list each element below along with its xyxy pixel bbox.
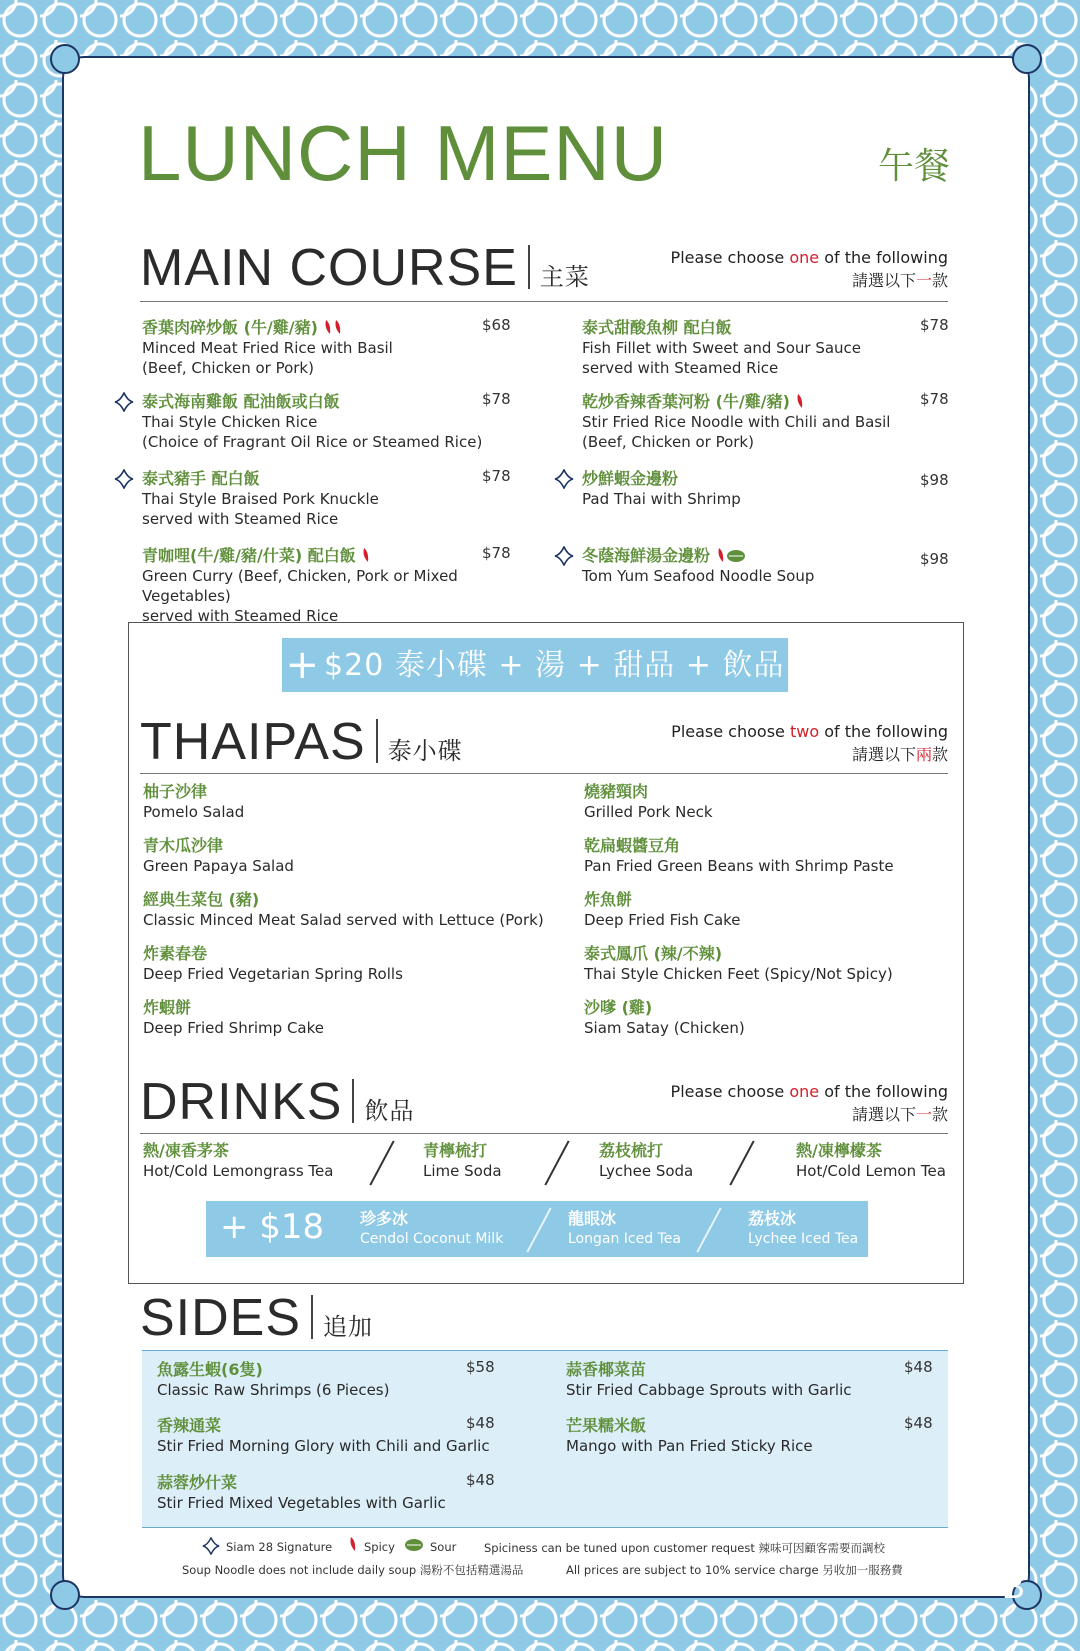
chili-icon bbox=[323, 318, 333, 336]
legend-spicy: Spicy bbox=[364, 1540, 395, 1554]
card-corner bbox=[50, 44, 80, 74]
side-item: 蒜蓉炒什菜 Stir Fried Mixed Vegetables with Garlic bbox=[157, 1473, 446, 1512]
thaipas-item: 泰式鳳爪 (辣/不辣) Thai Style Chicken Feet (Spicy/Not Spicy) bbox=[584, 944, 893, 983]
main-course-instruction: Please choose one of the following 請選以下一款 bbox=[670, 248, 948, 290]
separator bbox=[696, 1208, 721, 1253]
thaipas-heading: THAIPAS 泰小碟 bbox=[140, 713, 463, 771]
drinks-instruction: Please choose one of the following 請選以下一款 bbox=[670, 1082, 948, 1124]
card-corner bbox=[1012, 44, 1042, 74]
signature-icon bbox=[554, 546, 574, 566]
menu-item: 青咖哩(牛/雞/豬/什菜) 配白飯 Green Curry (Beef, Chicken, Pork or Mixed Vegetables) served with Steamed Rice bbox=[142, 546, 458, 625]
thaipas-item: 經典生菜包 (豬) Classic Minced Meat Salad served with Lettuce (Pork) bbox=[143, 890, 544, 929]
item-price: $48 bbox=[904, 1414, 933, 1432]
thaipas-item: 炸蝦餅 Deep Fried Shrimp Cake bbox=[143, 998, 324, 1037]
extra-drinks-price: + $18 bbox=[220, 1207, 325, 1247]
divider bbox=[140, 1133, 948, 1134]
menu-item: 泰式豬手 配白飯 Thai Style Braised Pork Knuckle served with Steamed Rice bbox=[142, 469, 379, 528]
drink-item: 青檸梳打 Lime Soda bbox=[423, 1141, 502, 1180]
menu-item: 泰式海南雞飯 配油飯或白飯 Thai Style Chicken Rice (Choice of Fragrant Oil Rice or Steamed Rice) bbox=[142, 392, 483, 451]
chili-icon bbox=[716, 546, 726, 564]
extra-drink-item: 龍眼冰 Longan Iced Tea bbox=[568, 1209, 681, 1247]
extra-drink-item: 荔枝冰 Lychee Iced Tea bbox=[748, 1209, 859, 1247]
separator bbox=[526, 1208, 551, 1253]
thaipas-item: 柚子沙律 Pomelo Salad bbox=[143, 782, 245, 821]
menu-item: 香葉肉碎炒飯 (牛/雞/豬) Minced Meat Fried Rice with Basil (Beef, Chicken or Pork) bbox=[142, 318, 393, 377]
side-item: 魚露生蝦(6隻) Classic Raw Shrimps (6 Pieces) bbox=[157, 1360, 390, 1399]
thaipas-item: 乾扁蝦醬豆角 Pan Fried Green Beans with Shrimp Paste bbox=[584, 836, 894, 875]
thaipas-item: 炸魚餅 Deep Fried Fish Cake bbox=[584, 890, 741, 929]
signature-icon bbox=[554, 469, 574, 489]
soup-note: Soup Noodle does not include daily soup 湯粉不包括精選湯品 bbox=[182, 1563, 524, 1577]
item-price: $78 bbox=[920, 316, 949, 334]
chili-icon bbox=[333, 318, 343, 336]
thaipas-item: 沙嗲 (雞) Siam Satay (Chicken) bbox=[584, 998, 745, 1037]
thaipas-item: 青木瓜沙律 Green Papaya Salad bbox=[143, 836, 294, 875]
thaipas-item: 炸素春卷 Deep Fried Vegetarian Spring Rolls bbox=[143, 944, 403, 983]
chili-icon bbox=[348, 1535, 358, 1553]
item-price: $48 bbox=[904, 1358, 933, 1376]
item-price: $48 bbox=[466, 1414, 495, 1432]
item-price: $78 bbox=[482, 390, 511, 408]
service-charge-note: All prices are subject to 10% service charge 另收加一服務費 bbox=[566, 1563, 903, 1577]
extra-drinks-banner bbox=[206, 1201, 868, 1257]
item-price: $68 bbox=[482, 316, 511, 334]
main-course-heading: MAIN COURSE 主菜 bbox=[140, 239, 590, 297]
divider bbox=[140, 773, 948, 774]
menu-item: 乾炒香辣香葉河粉 (牛/雞/豬) Stir Fried Rice Noodle with Chili and Basil (Beef, Chicken or Pork) bbox=[582, 392, 891, 451]
drink-item: 熱/凍香茅茶 Hot/Cold Lemongrass Tea bbox=[143, 1141, 334, 1180]
signature-icon bbox=[114, 469, 134, 489]
divider bbox=[140, 301, 948, 302]
item-price: $58 bbox=[466, 1358, 495, 1376]
chili-icon bbox=[795, 392, 805, 410]
signature-icon bbox=[114, 392, 134, 412]
side-item: 蒜香椰菜苗 Stir Fried Cabbage Sprouts with Garlic bbox=[566, 1360, 852, 1399]
sour-icon bbox=[404, 1537, 424, 1553]
extra-drink-item: 珍多冰 Cendol Coconut Milk bbox=[360, 1209, 504, 1247]
menu-item: 炒鮮蝦金邊粉 Pad Thai with Shrimp bbox=[582, 469, 741, 508]
item-price: $98 bbox=[920, 471, 949, 489]
set-banner: + $20 泰小碟 + 湯 + 甜品 + 飲品 bbox=[282, 638, 788, 692]
item-price: $98 bbox=[920, 550, 949, 568]
page-letter: B bbox=[1002, 1568, 1025, 1606]
side-item: 香辣通菜 Stir Fried Morning Glory with Chili and Garlic bbox=[157, 1416, 490, 1455]
spiciness-note: Spiciness can be tuned upon customer request 辣味可因顧客需要而調校 bbox=[484, 1541, 886, 1555]
chili-icon bbox=[361, 546, 371, 564]
thaipas-item: 燒豬頸肉 Grilled Pork Neck bbox=[584, 782, 713, 821]
sides-heading: SIDES 追加 bbox=[140, 1289, 374, 1347]
sour-icon bbox=[726, 548, 746, 564]
thaipas-instruction: Please choose two of the following 請選以下兩款 bbox=[671, 722, 948, 764]
drink-item: 荔枝梳打 Lychee Soda bbox=[599, 1141, 694, 1180]
legend-sour: Sour bbox=[430, 1540, 457, 1554]
signature-icon bbox=[202, 1537, 220, 1555]
item-price: $48 bbox=[466, 1471, 495, 1489]
menu-title: LUNCH MENU bbox=[138, 109, 669, 197]
card-corner bbox=[50, 1580, 80, 1610]
menu-item: 泰式甜酸魚柳 配白飯 Fish Fillet with Sweet and Sour Sauce served with Steamed Rice bbox=[582, 318, 862, 377]
item-price: $78 bbox=[482, 467, 511, 485]
drink-item: 熱/凍檸檬茶 Hot/Cold Lemon Tea bbox=[796, 1141, 946, 1180]
menu-title-chinese: 午餐 bbox=[877, 146, 950, 187]
menu-item: 冬蔭海鮮湯金邊粉 Tom Yum Seafood Noodle Soup bbox=[582, 546, 815, 585]
drinks-heading: DRINKS 飲品 bbox=[140, 1073, 415, 1131]
legend-signature: Siam 28 Signature bbox=[226, 1540, 333, 1554]
item-price: $78 bbox=[482, 544, 511, 562]
side-item: 芒果糯米飯 Mango with Pan Fried Sticky Rice bbox=[566, 1416, 813, 1455]
item-price: $78 bbox=[920, 390, 949, 408]
